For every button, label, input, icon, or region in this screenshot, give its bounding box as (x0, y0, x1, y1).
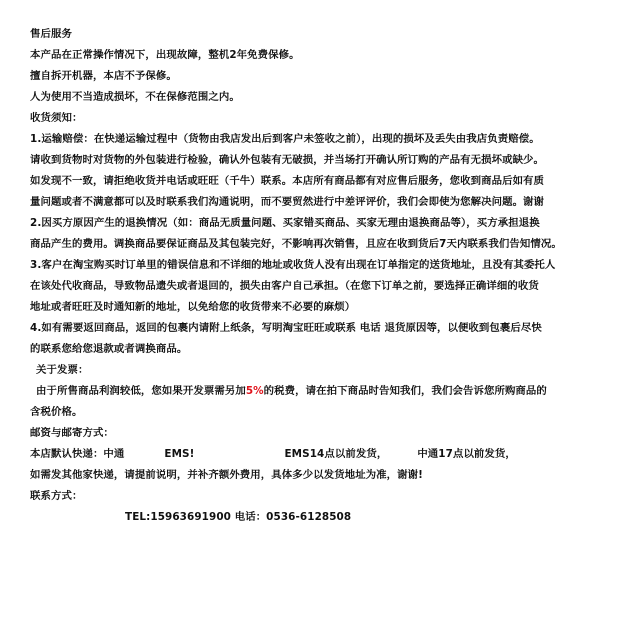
shipping-ems-time: EMS14点以前发货， (284, 448, 388, 460)
invoice-text (36, 384, 547, 398)
receiving-item-1: 1.运输赔偿：在快递运输过程中（货物由我店发出后到客户未签收之前），出现的损坏及丢失由我店负责赔偿。 (30, 133, 540, 145)
invoice-text-pre: 由于所售商品利润较低，您如果开发票需另加 (36, 385, 246, 397)
shipping-default (30, 447, 516, 461)
contact-phone: TEL:15963691900 电话：0536-6128508 (125, 511, 352, 523)
section-title-contact: 联系方式： (30, 490, 83, 502)
receiving-item-3: 3.客户在淘宝购买时订单里的错误信息和不详细的地址或收货人没有出现在订单指定的送货地址，且没有其委托人 (30, 259, 556, 271)
misuse-note: 人为使用不当造成损坏，不在保修范围之内。 (30, 91, 240, 103)
shipping-default-label: 本店默认快递：中通 (30, 448, 125, 460)
receiving-item-1-line-3: 如发现不一致，请拒绝收货并电话或旺旺（千牛）联系。本店所有商品都有对应售后服务，您收到商品后如有质 (30, 175, 545, 187)
tax-rate-highlight: 5% (245, 385, 264, 397)
receiving-item-1-line-4: 量问题或者不满意都可以及时联系我们沟通说明，而不要贸然进行中差评评价，我们会即使为您解决问题。谢谢 (30, 196, 545, 208)
receiving-item-3-line-2: 在该处代收商品，导致物品遗失或者退回的，损失由客户自己承担。（在您下订单之前，要选择正确详细的收货 (30, 280, 539, 292)
receiving-item-1-line-2: 请收到货物时对货物的外包装进行检验，确认外包装有无破损，并当场打开确认所订购的产品有无损坏或缺少。 (30, 154, 545, 166)
section-title-invoice: 关于发票： (36, 364, 89, 376)
receiving-item-4-line-2: 的联系您给您退款或者调换商品。 (30, 343, 188, 355)
receiving-item-3-line-3: 地址或者旺旺及时通知新的地址，以免给您的收货带来不必要的麻烦） (30, 301, 356, 313)
receiving-item-2: 2.因买方原因产生的退换情况（如：商品无质量问题、买家错买商品、买家无理由退换商品等），买方承担退换 (30, 217, 540, 229)
section-title-shipping: 邮资与邮寄方式： (30, 427, 114, 439)
shipping-ems: EMS! (164, 448, 195, 460)
shipping-other: 如需发其他家快递，请提前说明，并补齐额外费用，具体多少以发货地址为准，谢谢! (30, 469, 423, 481)
invoice-text-line-2: 含税价格。 (30, 406, 83, 418)
receiving-item-2-line-2: 商品产生的费用。调换商品要保证商品及其包装完好，不影响再次销售，且应在收到货后7天内联系我们告知情况。 (30, 238, 562, 250)
section-title-after-sales: 售后服务 (30, 28, 72, 40)
receiving-item-4: 4.如有需要返回商品，返回的包裹内请附上纸条，写明淘宝旺旺或联系 电话 退货原因等，以便收到包裹后尽快 (30, 322, 542, 334)
disassembly-note: 擅自拆开机器，本店不予保修。 (30, 70, 177, 82)
warranty-text: 本产品在正常操作情况下，出现故障，整机2年免费保修。 (30, 49, 300, 61)
invoice-text-post: 的税费，请在拍下商品时告知我们，我们会告诉您所购商品的 (263, 385, 547, 397)
shipping-zto-time: 中通17点以前发货， (417, 448, 516, 460)
section-title-receiving: 收货须知： (30, 112, 83, 124)
